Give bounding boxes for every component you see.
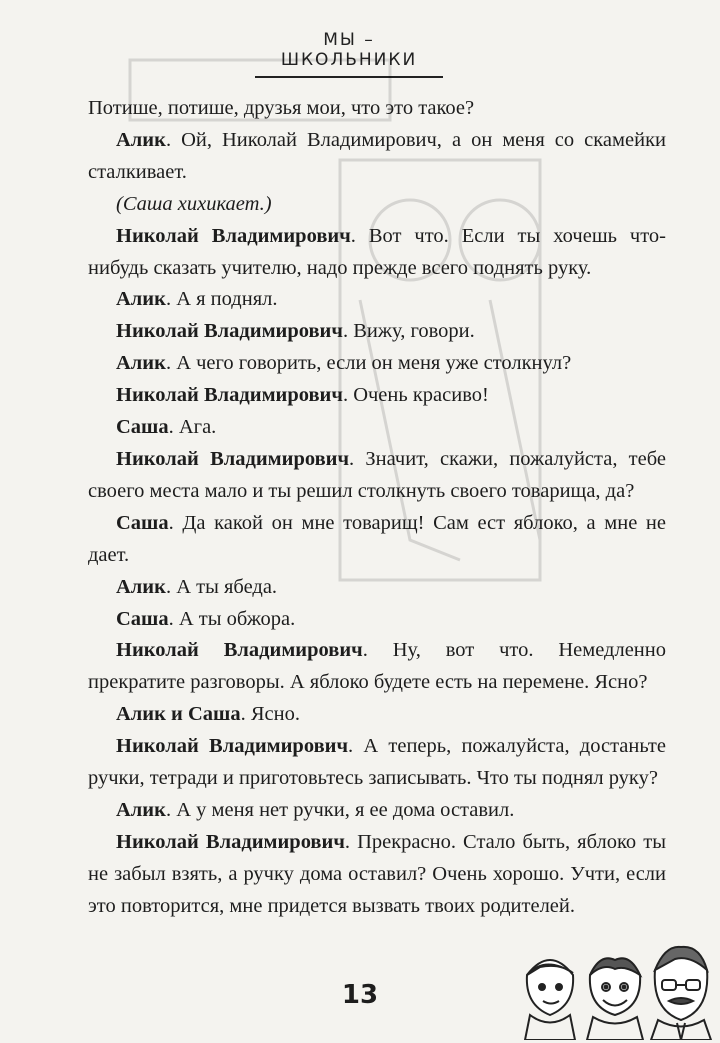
speaker-name: Николай Владимирович — [116, 735, 349, 758]
speaker-name: Алик — [116, 798, 166, 821]
line-text: (Саша хихикает.) — [116, 192, 272, 215]
line-text: . Очень красиво! — [342, 384, 489, 407]
line-text: . А у меня нет ручки, я ее дома оставил. — [165, 798, 515, 821]
speaker-name: Алик — [116, 128, 166, 151]
paragraph-9 — [88, 412, 666, 444]
line-text: . Ага. — [168, 416, 217, 439]
paragraph-10 — [88, 444, 666, 508]
line-text: . Вот что. Если ты хочешь что-нибудь сказать учителю, надо прежде всего поднять руку. — [88, 224, 666, 279]
speaker-name: Саша — [116, 416, 169, 439]
paragraph-16 — [88, 731, 666, 795]
paragraph-15 — [88, 699, 666, 731]
paragraph-2 — [88, 125, 666, 189]
stage-direction — [88, 189, 666, 221]
paragraph-12 — [88, 572, 666, 604]
running-header — [255, 30, 443, 78]
paragraph-13 — [88, 604, 666, 636]
line-text: . Да какой он мне товарищ! Сам ест яблоко, а мне не дает. — [88, 511, 666, 566]
speaker-name: Алик — [116, 288, 166, 311]
running-header-title: МЫ – ШКОЛЬНИКИ — [280, 30, 418, 70]
line-text: . Ой, Николай Владимирович, а он меня со скамейки сталкивает. — [88, 128, 666, 183]
speaker-name: Николай Владимирович — [116, 639, 363, 662]
line-text: . А ты обжора. — [168, 607, 296, 630]
line-text: . А теперь, пожалуйста, достаньте ручки, тетради и приготовьтесь записывать. Что ты поднял руку? — [88, 735, 666, 790]
speaker-name: Алик — [116, 352, 166, 375]
line-text: . Прекрасно. Стало быть, яблоко ты не забыл взять, а ручку дома оставил? Очень хорошо. Учти, если это повторится, мне придется вызвать твоих родителей. — [88, 830, 666, 917]
paragraph-17 — [88, 795, 666, 827]
three-faces-illustration — [515, 935, 715, 1040]
line-text: . А я поднял. — [165, 288, 278, 311]
paragraph-7 — [88, 348, 666, 380]
paragraph-18 — [88, 827, 666, 923]
page-number: 13 — [341, 980, 379, 1010]
line-text: . Вижу, говори. — [342, 320, 475, 343]
line-text: . Значит, скажи, пожалуйста, тебе своего места мало и ты решил столкнуть своего товарища, да? — [88, 447, 666, 502]
line-text: . Ну, вот что. Немедленно прекратите разговоры. А яблоко будете есть на перемене. Ясно? — [88, 639, 666, 694]
paragraph-6 — [88, 316, 666, 348]
speaker-name: Саша — [116, 511, 169, 534]
line-text: . А ты ябеда. — [165, 575, 278, 598]
line-text: Потише, потише, друзья мои, что это такое? — [88, 97, 475, 119]
line-text: . А чего говорить, если он меня уже столкнул? — [165, 352, 572, 375]
paragraph-14 — [88, 635, 666, 699]
speaker-name: Алик — [116, 575, 166, 598]
speaker-name: Николай Владимирович — [116, 320, 343, 343]
speaker-name: Николай Владимирович — [116, 224, 351, 247]
paragraph-4 — [88, 221, 666, 285]
page-body — [88, 93, 666, 923]
paragraph-11 — [88, 508, 666, 572]
speaker-name: Николай Владимирович — [116, 830, 345, 853]
speaker-name: Алик и Саша — [116, 703, 241, 726]
speaker-name: Саша — [116, 607, 169, 630]
header-rule — [255, 76, 443, 78]
speaker-name: Николай Владимирович — [116, 384, 343, 407]
speaker-name: Николай Владимирович — [116, 447, 350, 470]
line-text: . Ясно. — [240, 703, 300, 726]
paragraph-8 — [88, 380, 666, 412]
paragraph-1 — [88, 93, 666, 125]
paragraph-5 — [88, 284, 666, 316]
